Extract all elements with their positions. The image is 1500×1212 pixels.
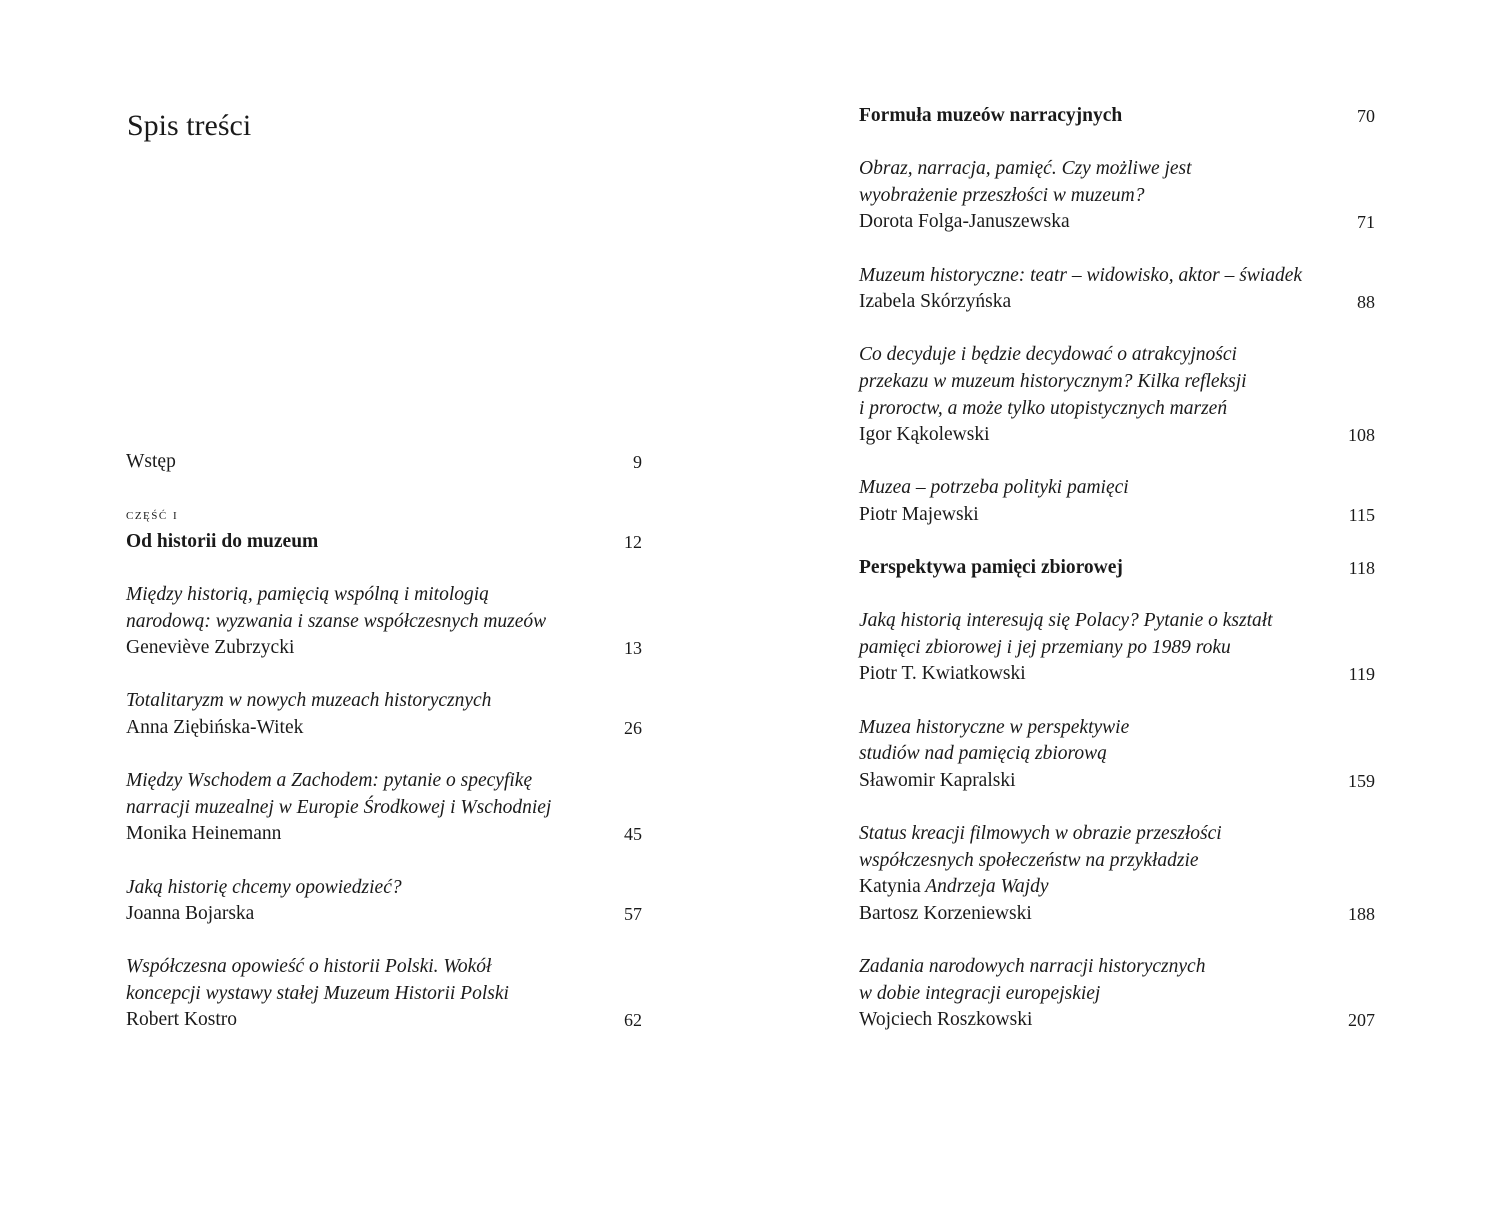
toc-entry-author: Sławomir Kapralski	[859, 769, 1016, 791]
toc-page-number: 26	[624, 717, 642, 738]
toc-section-heading[interactable]	[859, 103, 1375, 130]
section-title: Perspektywa pamięci zbiorowej	[859, 557, 1123, 579]
toc-entry-author: Piotr T. Kwiatkowski	[859, 663, 1026, 685]
film-title: Katynia	[859, 876, 921, 898]
toc-entry-author: Dorota Folga-Januszewska	[859, 211, 1070, 233]
toc-entry-title-line: przekazu w muzeum historycznym? Kilka refleksji	[859, 370, 1247, 392]
toc-page-number: 88	[1357, 292, 1375, 313]
toc-part-heading[interactable]	[126, 502, 642, 555]
toc-entry[interactable]	[859, 342, 1375, 448]
toc-section-heading[interactable]	[859, 555, 1375, 582]
toc-page-number: 188	[1348, 903, 1375, 924]
toc-entry[interactable]	[859, 156, 1375, 236]
film-director: Andrzeja Wajdy	[920, 876, 1049, 898]
toc-page-number: 159	[1348, 770, 1375, 791]
toc-entry-title-line: Współczesna opowieść o historii Polski. Wokół	[126, 956, 492, 978]
toc-entry-title-line: Zadania narodowych narracji historycznych	[859, 956, 1206, 977]
toc-entry[interactable]	[126, 954, 642, 1034]
toc-entry-title-line: koncepcji wystawy stałej Muzeum Historii Polski	[126, 982, 509, 1004]
toc-entry[interactable]	[126, 768, 642, 848]
toc-left-column	[126, 449, 642, 1034]
toc-entry[interactable]	[859, 263, 1375, 316]
toc-entry-title: Wstęp	[126, 451, 176, 472]
toc-entry-title-line: narodową: wyzwania i szanse współczesnych muzeów	[126, 610, 547, 632]
toc-entry-title-line: pamięci zbiorowej i jej przemiany po 1989 roku	[859, 636, 1231, 658]
toc-entry-title-line: w dobie integracji europejskiej	[859, 982, 1101, 1004]
toc-entry[interactable]	[859, 954, 1375, 1034]
toc-page-number: 70	[1357, 106, 1375, 126]
toc-entry-title-line: Muzea historyczne w perspektywie	[859, 716, 1130, 738]
toc-entry[interactable]	[126, 875, 642, 928]
toc-page-number: 57	[624, 904, 642, 925]
toc-entry-author: Piotr Majewski	[859, 503, 979, 525]
part-label: część i	[126, 507, 179, 524]
toc-entry[interactable]	[859, 475, 1375, 528]
toc-entry-title-line	[859, 874, 1375, 901]
toc-page-number: 108	[1348, 425, 1375, 446]
toc-entry-title-line: wyobrażenie przeszłości w muzeum?	[859, 184, 1145, 206]
toc-page-number: 45	[624, 824, 642, 845]
toc-page-number: 115	[1348, 504, 1375, 525]
toc-page-number: 13	[624, 638, 642, 659]
toc-entry-title-line: Między historią, pamięcią wspólną i mitologią	[126, 583, 489, 605]
part-title: Od historii do muzeum	[126, 530, 319, 552]
toc-page-number: 118	[1348, 558, 1375, 579]
toc-entry-title-line: Totalitaryzm w nowych muzeach historycznych	[126, 690, 492, 712]
toc-entry[interactable]	[859, 715, 1375, 795]
toc-entry-author: Wojciech Roszkowski	[859, 1009, 1033, 1031]
page-title: Spis treści	[127, 109, 252, 142]
toc-entry[interactable]	[126, 582, 642, 662]
toc-entry-author: Geneviève Zubrzycki	[126, 637, 295, 659]
toc-entry-title-line: i proroctw, a może tylko utopistycznych marzeń	[859, 397, 1228, 419]
toc-entry[interactable]	[859, 821, 1375, 927]
toc-entry-title-line: studiów nad pamięcią zbiorową	[859, 743, 1107, 765]
toc-page-number: 71	[1357, 212, 1375, 233]
toc-entry-title-line: Obraz, narracja, pamięć. Czy możliwe jest	[859, 158, 1192, 180]
toc-entry-title-line: Między Wschodem a Zachodem: pytanie o specyfikę	[126, 770, 533, 792]
toc-entry-title-line: Jaką historią interesują się Polacy? Pytanie o kształt	[859, 610, 1273, 632]
toc-entry-author: Robert Kostro	[126, 1009, 238, 1031]
toc-page-number: 9	[633, 452, 642, 472]
toc-entry-intro[interactable]	[126, 449, 642, 476]
toc-entry[interactable]	[859, 608, 1375, 688]
toc-entry-title-line: współczesnych społeczeństw na przykładzie	[859, 849, 1199, 871]
section-title: Formuła muzeów narracyjnych	[859, 105, 1123, 126]
toc-entry[interactable]	[126, 688, 642, 741]
toc-page-number: 12	[624, 531, 642, 552]
toc-page-number: 62	[624, 1010, 642, 1031]
toc-entry-author: Igor Kąkolewski	[859, 424, 990, 446]
toc-entry-author: Izabela Skórzyńska	[859, 291, 1012, 313]
toc-page-number: 119	[1348, 664, 1375, 685]
toc-entry-author: Bartosz Korzeniewski	[859, 902, 1032, 924]
toc-entry-author: Monika Heinemann	[126, 823, 282, 845]
toc-entry-author: Joanna Bojarska	[126, 903, 255, 925]
toc-entry-title-line: Muzea – potrzeba polityki pamięci	[859, 477, 1129, 499]
toc-entry-title-line: narracji muzealnej w Europie Środkowej i Wschodniej	[126, 796, 552, 818]
toc-entry-title-line: Jaką historię chcemy opowiedzieć?	[126, 876, 402, 898]
toc-right-column	[859, 103, 1375, 1034]
toc-entry-author: Anna Ziębińska-Witek	[126, 716, 304, 738]
toc-page-number: 207	[1348, 1010, 1375, 1031]
toc-entry-title-line: Status kreacji filmowych w obrazie przeszłości	[859, 823, 1222, 845]
toc-entry-title-line: Co decyduje i będzie decydować o atrakcyjności	[859, 344, 1237, 366]
toc-entry-title-line: Muzeum historyczne: teatr – widowisko, aktor – świadek	[859, 264, 1303, 286]
